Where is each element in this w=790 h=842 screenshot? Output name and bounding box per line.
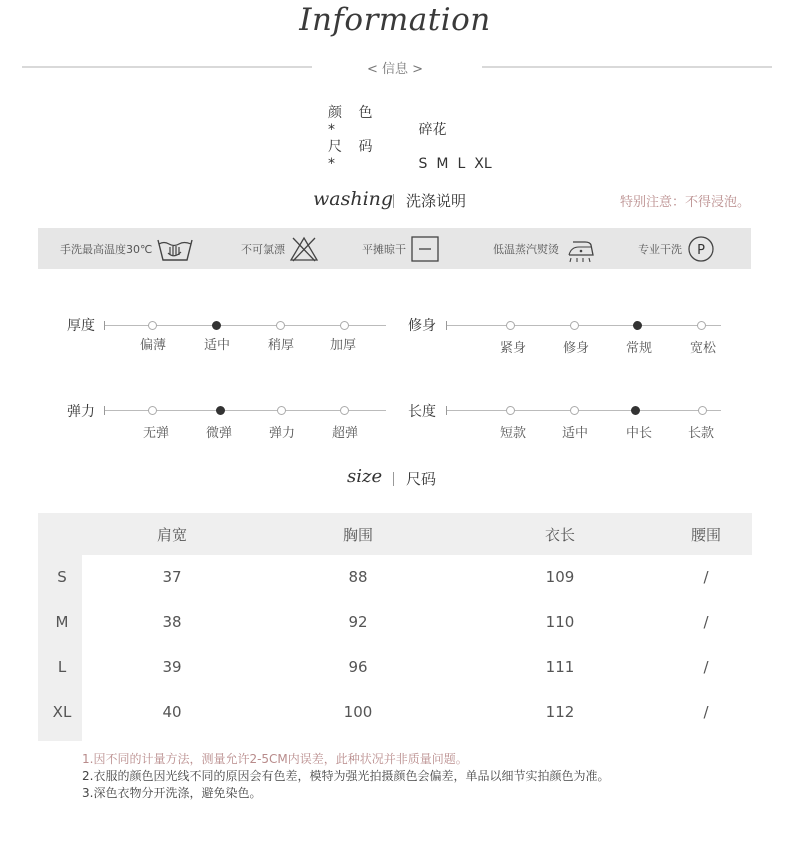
- washing-instructions-bar: [38, 228, 751, 269]
- color-row: [328, 102, 446, 139]
- scale-dot-selected: [212, 321, 221, 330]
- attr-fit-scale: [446, 325, 721, 326]
- table-cell: 39: [162, 658, 182, 676]
- scale-dot: [697, 321, 706, 330]
- table-cell: /: [703, 613, 709, 631]
- attr-option: 中长: [625, 426, 652, 441]
- low-steam-iron-icon: [563, 235, 597, 263]
- table-cell: 100: [343, 703, 373, 721]
- table-header-cell: 腰围: [690, 526, 721, 544]
- attr-option: 适中: [561, 426, 588, 441]
- wash-item: [60, 228, 194, 269]
- scale-dot: [340, 321, 349, 330]
- table-header-cell: 衣长: [544, 526, 575, 544]
- attr-thickness-label: 厚度: [67, 318, 95, 334]
- table-cell: 110: [545, 613, 575, 631]
- size-row: [328, 136, 501, 172]
- attr-option: 宽松: [689, 341, 716, 356]
- attr-fit-label: 修身: [408, 318, 436, 334]
- wash-item-label: 低温蒸汽熨烫: [493, 242, 559, 256]
- attr-length-scale: [446, 410, 721, 411]
- scale-dot-selected: [631, 406, 640, 415]
- attr-length-label: 长度: [408, 404, 436, 420]
- table-cell: 111: [545, 658, 575, 676]
- scale-dot: [570, 321, 579, 330]
- table-header-cell: 胸围: [342, 526, 373, 544]
- wash-item-label: 专业干洗: [638, 242, 682, 256]
- scale-dot: [277, 406, 286, 415]
- scale-dot: [506, 406, 515, 415]
- wash-item-label: 不可氯漂: [241, 242, 285, 256]
- svg-text:P: P: [697, 242, 705, 258]
- wash-item-label: 平摊晾干: [362, 242, 406, 256]
- scale-dot: [276, 321, 285, 330]
- wash-item: [241, 228, 319, 269]
- table-cell: 88: [348, 568, 368, 586]
- size-option: XL: [474, 156, 492, 172]
- attr-option: 长款: [687, 426, 714, 441]
- table-header-cell: 肩宽: [156, 526, 187, 544]
- scale-dot-selected: [216, 406, 225, 415]
- attr-option: 弹力: [268, 426, 295, 441]
- attr-option: 短款: [499, 426, 526, 441]
- attr-thickness-scale: [104, 325, 386, 326]
- size-title-en: size: [347, 466, 383, 487]
- table-cell: 109: [545, 568, 575, 586]
- attr-option: 超弹: [331, 426, 358, 441]
- table-cell: /: [703, 568, 709, 586]
- table-cell: 40: [162, 703, 182, 721]
- wash-item: [493, 228, 597, 269]
- attr-option: 常规: [625, 341, 652, 356]
- size-title-separator: [393, 472, 394, 486]
- note-item: 1.因不同的计量方法，测量允许2-5CM内误差，此种状况并非质量问题。: [82, 752, 468, 766]
- table-cell: 92: [348, 613, 368, 631]
- washing-warning: 特别注意：不得浸泡。: [619, 195, 750, 210]
- size-label: 尺 码*: [328, 139, 379, 172]
- table-cell: 38: [162, 613, 182, 631]
- dry-clean-p-icon: [686, 235, 716, 263]
- no-bleach-icon: [289, 235, 319, 263]
- scale-dot: [148, 406, 157, 415]
- attr-elasticity-scale: [104, 410, 386, 411]
- washing-title-separator: [393, 194, 394, 208]
- wash-item-label: 手洗最高温度30℃: [60, 242, 153, 256]
- attr-option: 加厚: [329, 338, 356, 353]
- attr-option: 修身: [562, 341, 589, 356]
- wash-item: [362, 228, 440, 269]
- wash-item: [638, 228, 716, 269]
- table-cell: 37: [162, 568, 182, 586]
- table-cell: 96: [348, 658, 368, 676]
- attr-elasticity-label: 弹力: [67, 404, 95, 420]
- page-title: Information: [299, 2, 491, 38]
- scale-dot: [506, 321, 515, 330]
- size-option: S: [418, 156, 428, 172]
- color-value: 碎花: [418, 122, 447, 138]
- size-option: M: [436, 156, 449, 172]
- attr-option: 微弹: [205, 426, 232, 441]
- table-row-size: L: [57, 658, 67, 676]
- attr-option: 稍厚: [267, 338, 294, 353]
- table-row-size: XL: [52, 703, 72, 721]
- scale-dot: [698, 406, 707, 415]
- scale-dot-selected: [633, 321, 642, 330]
- hand-wash-icon: [156, 235, 194, 263]
- table-cell: /: [703, 658, 709, 676]
- table-cell: /: [703, 703, 709, 721]
- notes-list: [82, 751, 609, 802]
- size-option: L: [457, 156, 466, 172]
- attr-option: 紧身: [499, 341, 526, 356]
- table-row-size: M: [55, 613, 69, 631]
- attr-option: 无弹: [142, 426, 169, 441]
- attr-option: 偏薄: [139, 338, 166, 353]
- washing-title-en: washing: [313, 188, 394, 210]
- size-title-cn: 尺码: [406, 470, 437, 488]
- table-cell: 112: [545, 703, 575, 721]
- note-item: 2.衣服的颜色因光线不同的原因会有色差，模特为强光拍摄颜色会偏差，单品以细节实拍颜色为准。: [82, 769, 610, 783]
- page-subtitle: < 信息 >: [366, 62, 424, 77]
- dry-flat-icon: [410, 235, 440, 263]
- note-item: 3.深色衣物分开洗涤，避免染色。: [82, 786, 262, 800]
- scale-dot: [570, 406, 579, 415]
- scale-dot: [340, 406, 349, 415]
- washing-title-cn: 洗涤说明: [406, 192, 467, 210]
- color-label: 颜 色*: [328, 105, 379, 138]
- table-row-size: S: [57, 568, 67, 586]
- attr-option: 适中: [203, 338, 230, 353]
- scale-dot: [148, 321, 157, 330]
